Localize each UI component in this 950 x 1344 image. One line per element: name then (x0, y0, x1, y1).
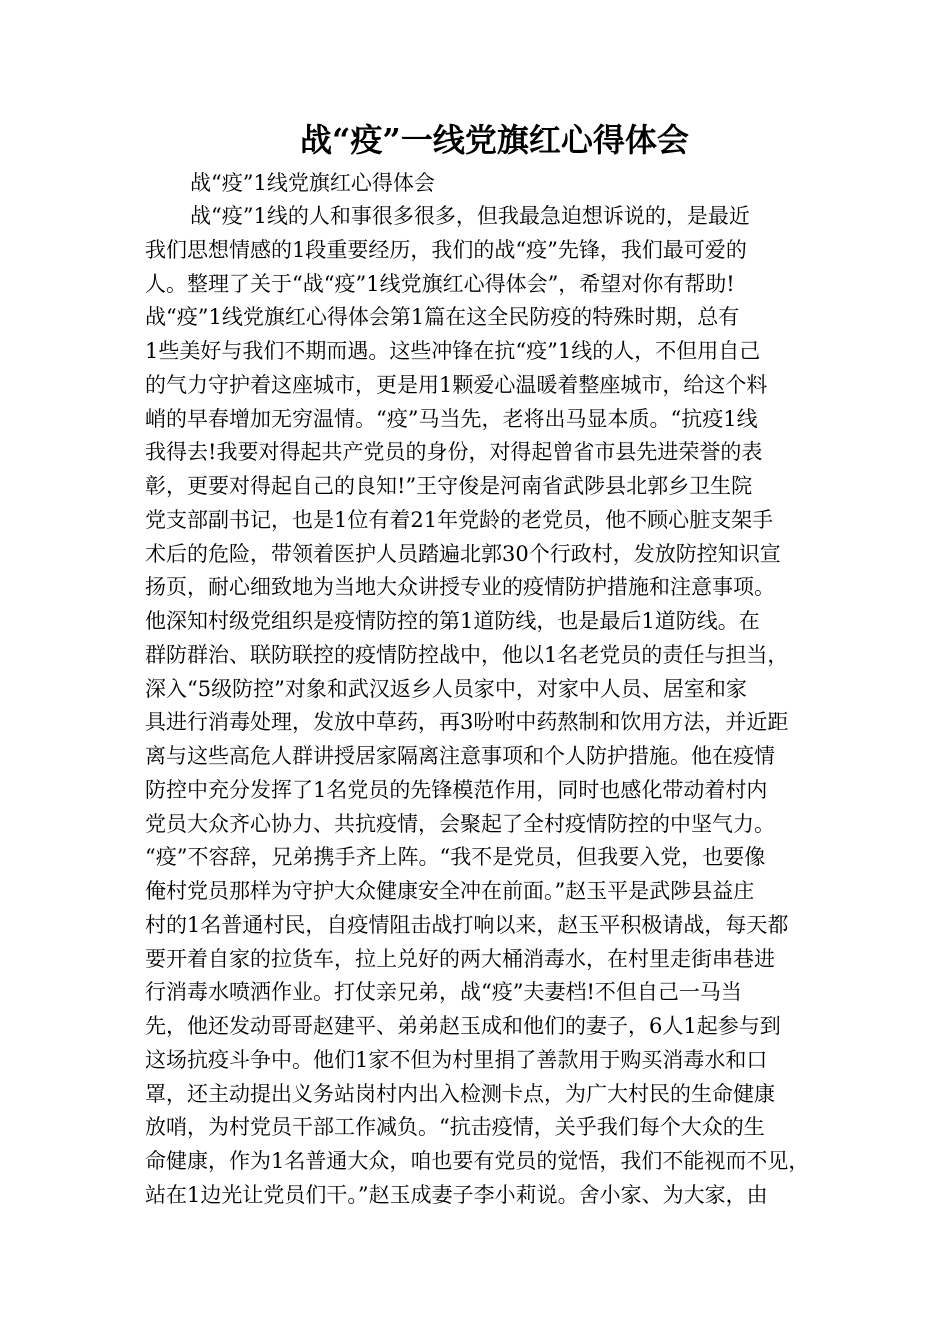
body-line: 命健康，作为1名普通大众，咱也要有党员的觉悟，我们不能视而不见， (145, 1149, 810, 1173)
body-line: 彰，更要对得起自己的良知!”王守俊是河南省武陟县北郭乡卫生院 (145, 474, 753, 498)
body-line: 峭的早春增加无穷温情。“疫”马当先，老将出马显本质。“抗疫1线 (145, 406, 758, 431)
body-line: 术后的危险，带领着医护人员踏遍北郭30个行政村，发放防控知识宣 (145, 541, 781, 566)
body-line: 人。整理了关于“战“疫”1线党旗红心得体会”，希望对你有帮助! (145, 271, 735, 296)
body-line: 放哨，为村党员干部工作减负。“抗击疫情，关乎我们每个大众的生 (145, 1115, 765, 1140)
body-line: 战“疫”1线的人和事很多很多，但我最急迫想诉说的，是最近 (190, 204, 750, 228)
body-line: 具进行消毒处理，发放中草药，再3吩咐中药熬制和饮用方法，并近距 (145, 710, 789, 735)
body-line: 防控中充分发挥了1名党员的先锋模范作用，同时也感化带动着村内 (145, 777, 768, 802)
body-line: 站在1边光让党员们干。”赵玉成妻子李小莉说。舍小家、为大家，由 (145, 1182, 768, 1207)
body-line: 俺村党员那样为守护大众健康安全冲在前面。”赵玉平是武陟县益庄 (145, 879, 755, 903)
body-line: 先，他还发动哥哥赵建平、弟弟赵玉成和他们的妻子，6人1起参与到 (145, 1014, 781, 1038)
body-line: 群防群治、联防联控的疫情防控战中，他以1名老党员的责任与担当， (145, 642, 789, 667)
body-line: 党员大众齐心协力、共抗疫情，会聚起了全村疫情防控的中坚气力。 (145, 811, 775, 836)
body-line: 扬页，耐心细致地为当地大众讲授专业的疫情防护措施和注意事项。 (145, 575, 775, 600)
body-line: 要开着自家的拉货车，拉上兑好的两大桶消毒水，在村里走街串巷进 (145, 946, 775, 971)
body-line: 党支部副书记，也是1位有着21年党龄的老党员，他不顾心脏支架手 (145, 507, 774, 532)
body-line: 战“疫”1线党旗红心得体会第1篇在这全民防疫的特殊时期，总有 (145, 305, 740, 330)
body-line: 深入“5级防控”对象和武汉返乡人员家中，对家中人员、居室和家 (145, 676, 747, 701)
body-line: 村的1名普通村民，自疫情阻击战打响以来，赵玉平积极请战，每天都 (145, 912, 789, 937)
body-line: 我们思想情感的1段重要经历，我们的战“疫”先锋，我们最可爱的 (145, 237, 747, 262)
document-title: 战“疫”一线党旗红心得体会 (300, 121, 689, 159)
body-line: 行消毒水喷洒作业。打仗亲兄弟，战“疫”夫妻档!不但自己一马当 (145, 980, 742, 1005)
body-line: 这场抗疫斗争中。他们1家不但为村里捐了善款用于购买消毒水和口 (145, 1047, 768, 1072)
document-body (145, 200, 825, 1213)
body-line: 他深知村级党组织是疫情防控的第1道防线，也是最后1道防线。在 (145, 609, 760, 633)
body-line: 我得去!我要对得起共产党员的身份，对得起曾省市县先进荣誉的表 (145, 440, 763, 465)
body-line: 离与这些高危人群讲授居家隔离注意事项和个人防护措施。他在疫情 (145, 744, 775, 768)
body-line: “疫”不容辞，兄弟携手齐上阵。“我不是党员，但我要入党，也要像 (145, 845, 766, 870)
body-line: 罩，还主动提出义务站岗村内出入检测卡点，为广大村民的生命健康 (145, 1081, 775, 1106)
document-subtitle: 战“疫”1线党旗红心得体会 (190, 171, 435, 195)
body-line: 1些美好与我们不期而遇。这些冲锋在抗“疫”1线的人，不但用自己 (145, 339, 761, 363)
body-line: 的气力守护着这座城市，更是用1颗爱心温暖着整座城市，给这个料 (145, 372, 768, 397)
